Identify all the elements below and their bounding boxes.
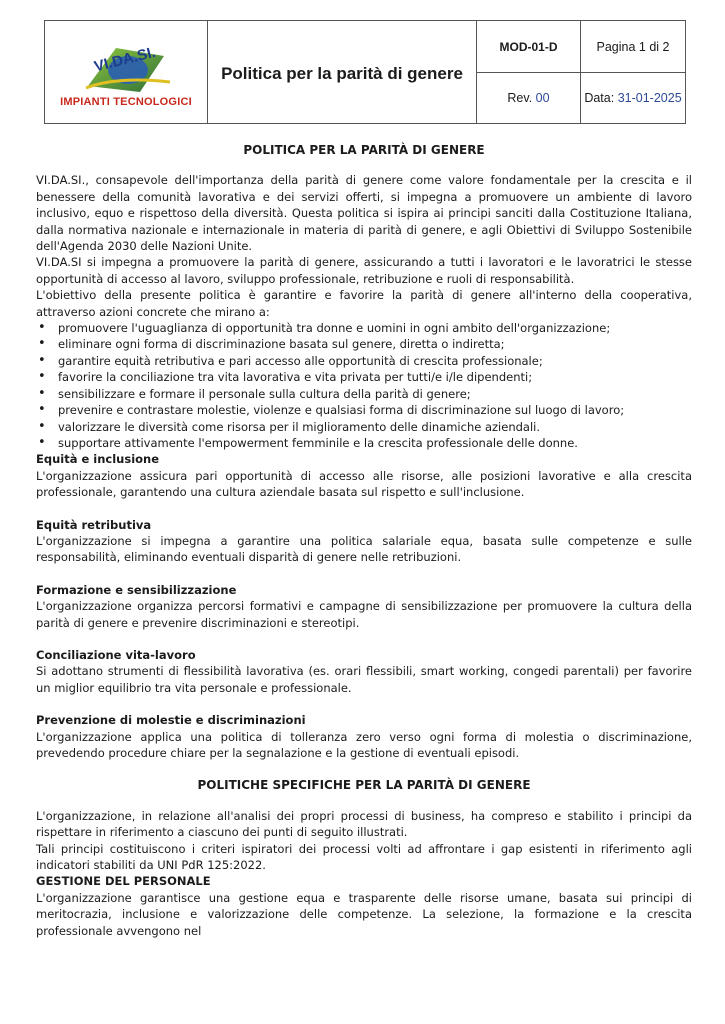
section-equity-inclusion: [36, 451, 692, 500]
section-heading: Equità retributiva: [36, 517, 152, 532]
date-value: 31-01-2025: [617, 91, 682, 105]
revision-value: 00: [535, 91, 550, 105]
company-logo: [45, 21, 208, 123]
specific-policies-title: POLITICHE SPECIFICHE PER LA PARITÀ DI GENERE: [197, 778, 531, 793]
section-heading: Conciliazione vita-lavoro: [36, 647, 196, 662]
section-harassment-prevention: [36, 712, 692, 761]
section-text: Si adottano strumenti di flessibilità lavorativa (es. orari flessibili, smart working, congedi parentali) per favorire un miglior equilibrio tra vita personale e professionale.: [36, 664, 692, 695]
specific-paragraph-2: Tali principi costituiscono i criteri ispiratori dei processi volti ad affrontare i gap esistenti in riferimento agli indicatori stabiliti da UNI PdR 125:2022.: [36, 841, 692, 873]
list-item: • valorizzare le diversità come risorsa per il miglioramento delle dinamiche aziendali.: [36, 419, 692, 435]
section-pay-equity: [36, 517, 692, 566]
list-item: • prevenire e contrastare molestie, violenze e qualsiasi forma di discriminazione sul luogo di lavoro;: [36, 402, 692, 418]
objectives-list: [36, 320, 692, 451]
document-date: [581, 73, 685, 123]
section-text: L'organizzazione si impegna a garantire una politica salariale equa, basata sulle competenze e sulle responsabilità, eliminando eventuali disparità di genere nelle retribuzioni.: [36, 533, 692, 565]
document-title: Politica per la parità di genere: [208, 21, 477, 123]
section-heading: Formazione e sensibilizzazione: [36, 582, 237, 597]
document-body: [36, 136, 692, 939]
section-text: L'organizzazione applica una politica di tolleranza zero verso ogni forma di molestia o discriminazione, prevedendo procedure chiare per la segnalazione e la gestione di eventuali episodi.: [36, 729, 692, 760]
intro-paragraph-2: VI.DA.SI si impegna a promuovere la parità di genere, assicurando a tutti i lavoratori e le lavoratrici le stesse opportunità di accesso al lavoro, sviluppo professionale, retribuzione e ruoli di responsabilità.: [36, 255, 692, 286]
section-staff-management: [36, 873, 692, 939]
revision: [477, 73, 581, 123]
logo-name: VI.DA.SI.: [92, 43, 158, 76]
section-text: L'organizzazione garantisce una gestione equa e trasparente delle risorse umane, basata sui principi di meritocrazia, inclusione e valorizzazione delle competenze. La selezione, la formazione e la crescita professionale avvengono nel: [36, 890, 692, 938]
list-item: • supportare attivamente l'empowerment femminile e la crescita professionale delle donne.: [36, 435, 692, 451]
logo-emblem-icon: [66, 36, 186, 94]
section-text: L'organizzazione organizza percorsi formativi e campagne di sensibilizzazione per promuovere la cultura della parità di genere e prevenire discriminazioni e stereotipi.: [36, 599, 692, 630]
document-header: [44, 20, 686, 124]
section-text: L'organizzazione assicura pari opportunità di accesso alle risorse, alle posizioni lavorative e alla crescita professionale, garantendo una cultura aziendale basata sul rispetto e sull'inclusione.: [36, 468, 692, 500]
list-item: • garantire equità retributiva e pari accesso alle opportunità di crescita professionale;: [36, 353, 692, 369]
objective-paragraph: L'obiettivo della presente politica è garantire e favorire la parità di genere all'interno della cooperativa, attraverso azioni concrete che mirano a:: [36, 288, 692, 319]
section-training: [36, 582, 692, 631]
section-heading: Equità e inclusione: [36, 452, 160, 467]
list-item: • eliminare ogni forma di discriminazione basata sul genere, diretta o indiretta;: [36, 336, 692, 352]
section-heading: GESTIONE DEL PERSONALE: [36, 874, 211, 889]
list-item: • promuovere l'uguaglianza di opportunità tra donne e uomini in ogni ambito dell'organizzazione;: [36, 320, 692, 336]
main-title: POLITICA PER LA PARITÀ DI GENERE: [243, 143, 485, 157]
revision-label: Rev.: [507, 91, 533, 105]
section-work-life-balance: [36, 647, 692, 696]
list-item: • sensibilizzare e formare il personale sulla cultura della parità di genere;: [36, 386, 692, 402]
specific-paragraph-1: L'organizzazione, in relazione all'analisi dei propri processi di business, ha compreso e stabilito i principi da rispettare in riferimento a ciascuno dei punti di seguito illustrati.: [36, 808, 692, 840]
date-label: Data:: [584, 91, 615, 105]
intro-paragraph-1: VI.DA.SI., consapevole dell'importanza della parità di genere come valore fondamentale per la crescita e il benessere della comunità lavorativa e dei servizi offerti, si impegna a promuovere un ambiente di lavoro inclusivo, equo e rispettoso della diversità. Questa politica si ispira ai principi sanciti dalla Costituzione Italiana, dalla normativa nazionale e internazionale in materia di parità di genere, e agli Obiettivi di Sviluppo Sostenibile dell'Agenda 2030 delle Nazioni Unite.: [36, 173, 692, 254]
logo-tagline: IMPIANTI TECNOLOGICI: [60, 96, 192, 108]
section-heading: Prevenzione di molestie e discriminazioni: [36, 713, 306, 728]
list-item: • favorire la conciliazione tra vita lavorativa e vita privata per tutti/e i/le dipendenti;: [36, 369, 692, 385]
document-code: MOD-01-D: [477, 21, 581, 73]
page-number: Pagina 1 di 2: [581, 21, 685, 73]
